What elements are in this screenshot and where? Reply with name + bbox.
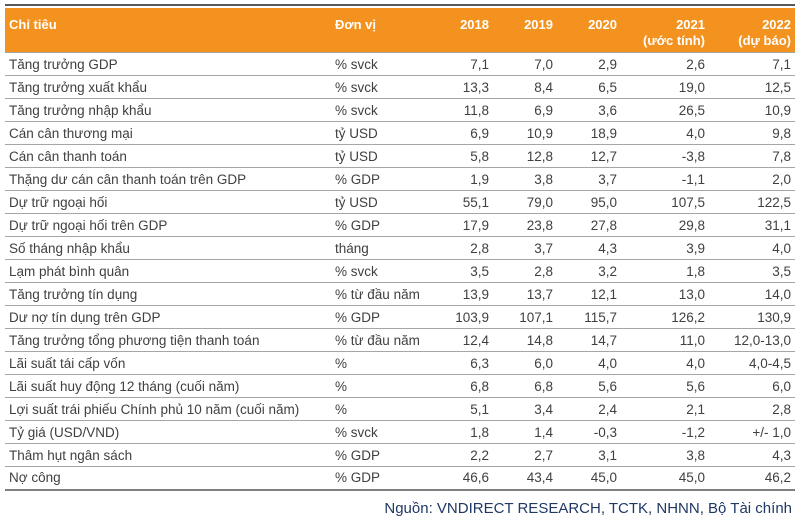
row-value: 3,5 [707, 260, 795, 283]
row-unit: % svck [333, 421, 425, 444]
year-label: 2019 [524, 17, 553, 32]
row-unit: % từ đầu năm [333, 283, 425, 306]
row-value: 4,3 [707, 444, 795, 467]
row-value: 2,1 [619, 398, 707, 421]
row-value: 6,9 [425, 122, 491, 145]
row-indicator-label: Tăng trưởng tổng phương tiện thanh toán [5, 329, 333, 352]
row-value: 2,8 [425, 237, 491, 260]
row-value: 4,3 [555, 237, 619, 260]
row-unit: % svck [333, 99, 425, 122]
row-value: 3,7 [555, 168, 619, 191]
row-value: 31,1 [707, 214, 795, 237]
row-indicator-label: Tăng trưởng xuất khẩu [5, 76, 333, 99]
row-value: 2,4 [555, 398, 619, 421]
row-value: -1,1 [619, 168, 707, 191]
table-row [5, 76, 795, 99]
row-value: 6,8 [425, 375, 491, 398]
table-row [5, 283, 795, 306]
table-header [5, 8, 795, 53]
table-row [5, 260, 795, 283]
table-row [5, 214, 795, 237]
row-value: 12,5 [707, 76, 795, 99]
top-rule-divider [5, 4, 795, 6]
row-value: 6,3 [425, 352, 491, 375]
row-value: 13,3 [425, 76, 491, 99]
row-value: 5,6 [555, 375, 619, 398]
row-value: 14,7 [555, 329, 619, 352]
row-value: 6,0 [707, 375, 795, 398]
row-value: 27,8 [555, 214, 619, 237]
row-value: 45,0 [555, 467, 619, 490]
row-value: 4,0 [619, 122, 707, 145]
row-value: 3,5 [425, 260, 491, 283]
row-value: 5,6 [619, 375, 707, 398]
row-value: 1,8 [619, 260, 707, 283]
row-value: 9,8 [707, 122, 795, 145]
row-value: 107,1 [491, 306, 555, 329]
row-value: 23,8 [491, 214, 555, 237]
row-value: 6,0 [491, 352, 555, 375]
row-value: 107,5 [619, 191, 707, 214]
row-value: 79,0 [491, 191, 555, 214]
row-value: 7,1 [707, 53, 795, 76]
row-value: 1,4 [491, 421, 555, 444]
header-unit [333, 8, 425, 53]
header-year-2021-estimate [619, 8, 707, 53]
table-row [5, 398, 795, 421]
row-unit: tỷ USD [333, 145, 425, 168]
row-value: 3,8 [491, 168, 555, 191]
row-value: 10,9 [707, 99, 795, 122]
table-row [5, 145, 795, 168]
row-value: 12,1 [555, 283, 619, 306]
row-value: 12,4 [425, 329, 491, 352]
table-row [5, 375, 795, 398]
row-unit: % [333, 352, 425, 375]
row-indicator-label: Thặng dư cán cân thanh toán trên GDP [5, 168, 333, 191]
year-label: 2022 [762, 17, 791, 32]
row-indicator-label: Lợi suất trái phiếu Chính phủ 10 năm (cuối năm) [5, 398, 333, 421]
row-value: 95,0 [555, 191, 619, 214]
row-indicator-label: Dự trữ ngoại hối [5, 191, 333, 214]
header-unit-label: Đơn vị [335, 17, 377, 32]
row-value: 19,0 [619, 76, 707, 99]
row-value: 4,0 [555, 352, 619, 375]
macro-indicators-table [5, 8, 795, 491]
table-row [5, 444, 795, 467]
row-unit: % [333, 375, 425, 398]
header-year-2020 [555, 8, 619, 53]
row-value: 29,8 [619, 214, 707, 237]
row-value: -1,2 [619, 421, 707, 444]
row-value: +/- 1,0 [707, 421, 795, 444]
table-row [5, 53, 795, 76]
year-note [493, 33, 553, 48]
row-unit: % svck [333, 76, 425, 99]
row-unit: % từ đầu năm [333, 329, 425, 352]
row-value: 7,1 [425, 53, 491, 76]
year-label: 2021 [676, 17, 705, 32]
row-indicator-label: Thâm hụt ngân sách [5, 444, 333, 467]
row-value: 3,7 [491, 237, 555, 260]
row-value: 8,4 [491, 76, 555, 99]
row-value: 12,0-13,0 [707, 329, 795, 352]
header-year-2019 [491, 8, 555, 53]
row-value: 45,0 [619, 467, 707, 490]
row-value: 6,5 [555, 76, 619, 99]
row-unit: % GDP [333, 444, 425, 467]
row-value: 2,9 [555, 53, 619, 76]
row-value: 11,8 [425, 99, 491, 122]
row-value: 7,0 [491, 53, 555, 76]
row-value: 3,2 [555, 260, 619, 283]
row-unit: % svck [333, 53, 425, 76]
row-value: 2,0 [707, 168, 795, 191]
row-value: 12,7 [555, 145, 619, 168]
header-row [5, 8, 795, 53]
table-row [5, 467, 795, 490]
row-value: 18,9 [555, 122, 619, 145]
row-value: 2,8 [707, 398, 795, 421]
row-indicator-label: Lạm phát bình quân [5, 260, 333, 283]
row-unit: % svck [333, 260, 425, 283]
table-row [5, 168, 795, 191]
year-note [427, 33, 489, 48]
year-note [557, 33, 617, 48]
row-value: 6,9 [491, 99, 555, 122]
row-indicator-label: Tăng trưởng nhập khẩu [5, 99, 333, 122]
row-value: 1,8 [425, 421, 491, 444]
header-year-2022-forecast [707, 8, 795, 53]
row-value: 3,8 [619, 444, 707, 467]
header-unit-note [335, 33, 423, 48]
row-value: 2,2 [425, 444, 491, 467]
row-value: 3,1 [555, 444, 619, 467]
row-indicator-label: Lãi suất tái cấp vốn [5, 352, 333, 375]
table-row [5, 421, 795, 444]
header-indicator-label: Chỉ tiêu [9, 17, 57, 32]
row-value: -3,8 [619, 145, 707, 168]
row-indicator-label: Số tháng nhập khẩu [5, 237, 333, 260]
row-value: 115,7 [555, 306, 619, 329]
row-value: 14,0 [707, 283, 795, 306]
row-indicator-label: Lãi suất huy động 12 tháng (cuối năm) [5, 375, 333, 398]
row-value: 2,7 [491, 444, 555, 467]
row-indicator-label: Tăng trưởng tín dụng [5, 283, 333, 306]
row-value: 14,8 [491, 329, 555, 352]
row-value: 13,7 [491, 283, 555, 306]
row-unit: % GDP [333, 168, 425, 191]
row-unit: % GDP [333, 467, 425, 490]
row-value: -0,3 [555, 421, 619, 444]
row-value: 55,1 [425, 191, 491, 214]
row-value: 3,4 [491, 398, 555, 421]
row-value: 10,9 [491, 122, 555, 145]
row-value: 4,0 [619, 352, 707, 375]
row-value: 17,9 [425, 214, 491, 237]
row-value: 5,1 [425, 398, 491, 421]
row-value: 5,8 [425, 145, 491, 168]
row-value: 4,0 [707, 237, 795, 260]
table-row [5, 306, 795, 329]
table-row [5, 122, 795, 145]
row-unit: tháng [333, 237, 425, 260]
row-value: 11,0 [619, 329, 707, 352]
row-value: 103,9 [425, 306, 491, 329]
year-label: 2020 [588, 17, 617, 32]
source-note: Nguồn: VNDIRECT RESEARCH, TCTK, NHNN, Bộ Tài chính [384, 499, 792, 517]
row-value: 12,8 [491, 145, 555, 168]
year-note: (dự báo) [738, 33, 791, 48]
table-body [5, 53, 795, 490]
row-unit: tỷ USD [333, 191, 425, 214]
row-value: 46,6 [425, 467, 491, 490]
row-indicator-label: Cán cân thanh toán [5, 145, 333, 168]
year-note: (ước tính) [643, 33, 705, 48]
table-row [5, 191, 795, 214]
year-label: 2018 [460, 17, 489, 32]
table-row [5, 329, 795, 352]
row-value: 13,0 [619, 283, 707, 306]
table-row [5, 237, 795, 260]
row-value: 46,2 [707, 467, 795, 490]
row-indicator-label: Dự trữ ngoại hối trên GDP [5, 214, 333, 237]
row-indicator-label: Tăng trưởng GDP [5, 53, 333, 76]
row-indicator-label: Tỷ giá (USD/VND) [5, 421, 333, 444]
row-indicator-label: Nợ công [5, 467, 333, 490]
header-indicator [5, 8, 333, 53]
table-row [5, 352, 795, 375]
row-unit: % [333, 398, 425, 421]
header-year-2018 [425, 8, 491, 53]
row-unit: % GDP [333, 306, 425, 329]
header-indicator-note [9, 33, 331, 48]
row-value: 4,0-4,5 [707, 352, 795, 375]
table-row [5, 99, 795, 122]
row-value: 1,9 [425, 168, 491, 191]
row-indicator-label: Dư nợ tín dụng trên GDP [5, 306, 333, 329]
row-value: 26,5 [619, 99, 707, 122]
row-value: 130,9 [707, 306, 795, 329]
row-value: 43,4 [491, 467, 555, 490]
row-unit: % GDP [333, 214, 425, 237]
row-value: 7,8 [707, 145, 795, 168]
row-value: 6,8 [491, 375, 555, 398]
row-unit: tỷ USD [333, 122, 425, 145]
row-value: 3,6 [555, 99, 619, 122]
row-value: 13,9 [425, 283, 491, 306]
row-indicator-label: Cán cân thương mại [5, 122, 333, 145]
row-value: 126,2 [619, 306, 707, 329]
row-value: 122,5 [707, 191, 795, 214]
row-value: 2,8 [491, 260, 555, 283]
row-value: 2,6 [619, 53, 707, 76]
row-value: 3,9 [619, 237, 707, 260]
